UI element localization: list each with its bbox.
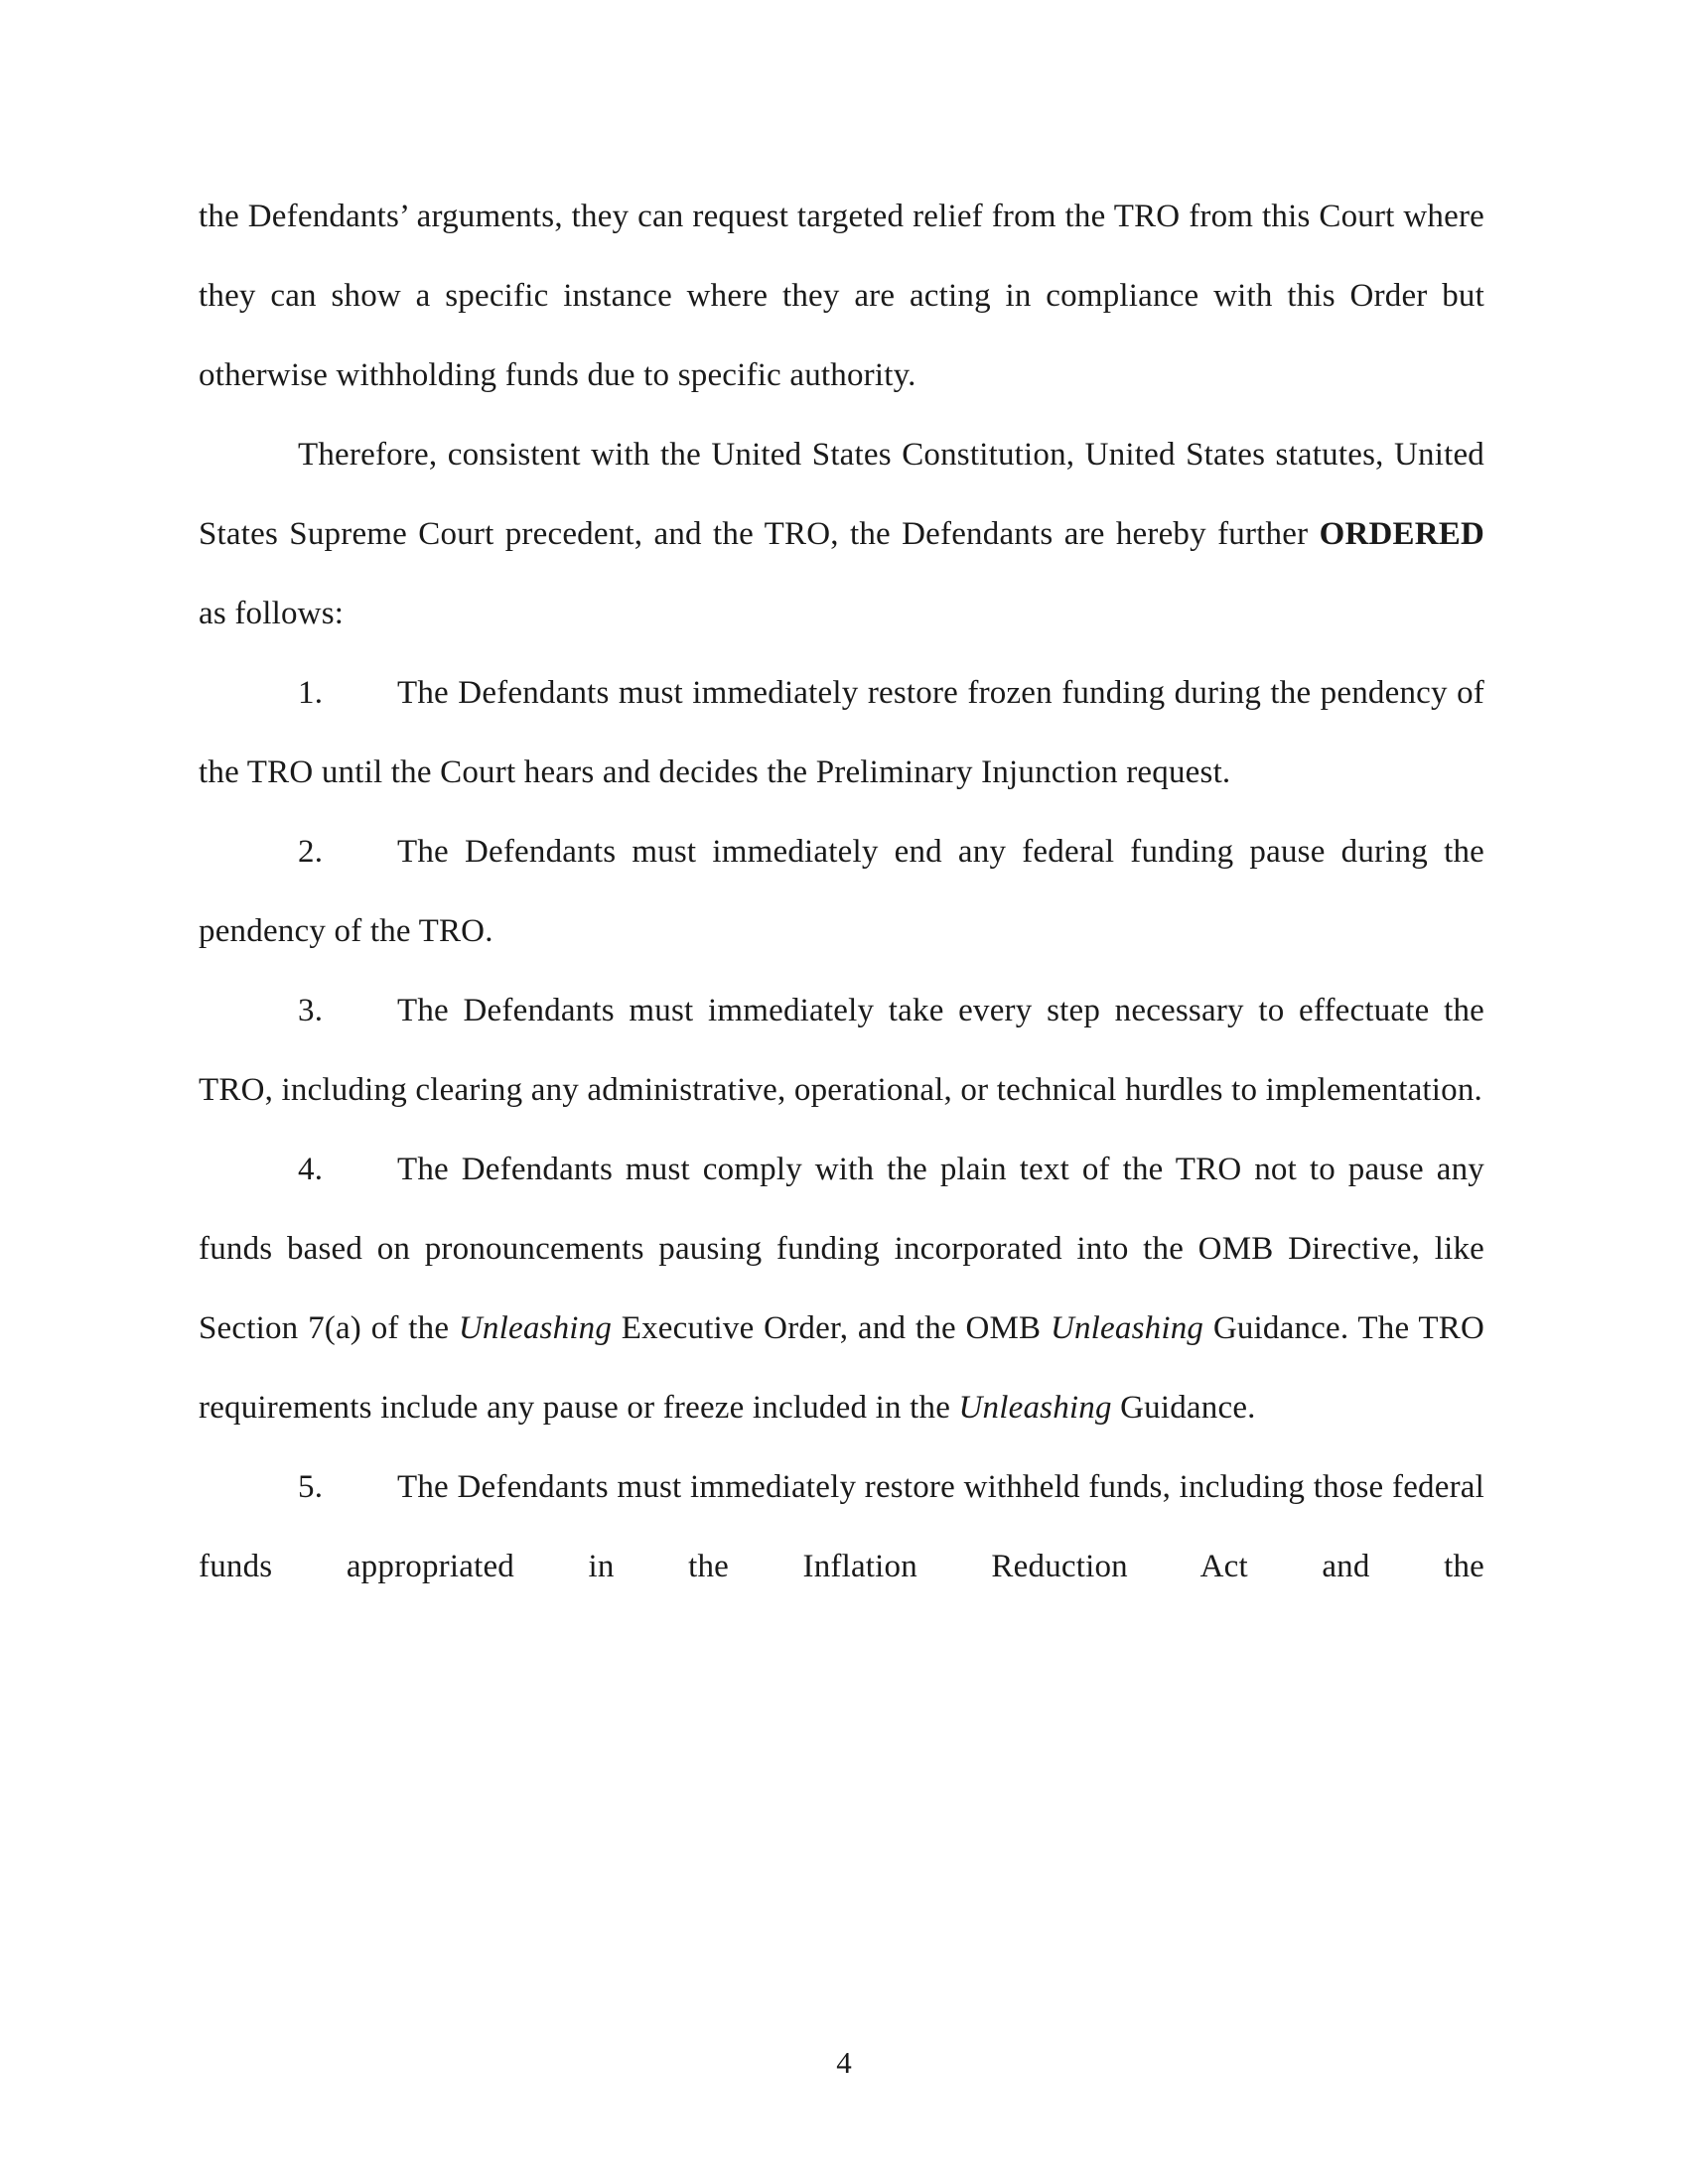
item-number: 2. xyxy=(298,834,324,870)
page-number: 4 xyxy=(836,2045,852,2080)
italic-term: Unleashing xyxy=(458,1310,613,1346)
order-item-3 xyxy=(199,971,1484,1130)
item-text: The Defendants must comply with the plain text of the TRO not to pause any funds based on pronouncements pausing funding incorporated into the OMB Directive, like Section 7(a) of the xyxy=(199,1152,1484,1346)
item-text: The Defendants must immediately restore withheld funds, including those federal funds appropriated in the Inflation Reduction Act and the xyxy=(199,1469,1484,1584)
item-number: 1. xyxy=(298,675,324,711)
paragraph-text: as follows: xyxy=(199,596,345,631)
paragraph-continuation xyxy=(199,177,1484,415)
order-item-4 xyxy=(199,1130,1484,1447)
order-item-5 xyxy=(199,1447,1484,1606)
paragraph-text: the Defendants’ arguments, they can request targeted relief from the TRO from this Court where they can show a specific instance where they are acting in compliance with this Order but otherwise withholding funds due to specific authority. xyxy=(199,199,1484,393)
paragraph-ordered-intro xyxy=(199,415,1484,653)
item-text: The Defendants must immediately take every step necessary to effectuate the TRO, including clearing any administrative, operational, or technical hurdles to implementation. xyxy=(199,993,1484,1108)
item-text: Guidance. xyxy=(1111,1390,1256,1426)
item-text: The Defendants must immediately end any federal funding pause during the pendency of the TRO. xyxy=(199,834,1484,949)
item-text: Guidance. The TRO requirements include any pause or freeze included in the xyxy=(199,1310,1484,1426)
body-text xyxy=(199,177,1484,1606)
item-number: 3. xyxy=(298,993,324,1028)
item-number: 5. xyxy=(298,1469,324,1505)
item-text: Executive Order, and the OMB xyxy=(612,1310,1051,1346)
italic-term: Unleashing xyxy=(958,1390,1112,1426)
italic-term: Unleashing xyxy=(1050,1310,1204,1346)
ordered-emphasis: ORDERED xyxy=(1319,516,1484,552)
paragraph-text: Therefore, consistent with the United States Constitution, United States statutes, United States Supreme Court precedent, and the TRO, the Defendants are hereby further xyxy=(199,437,1484,552)
item-text: The Defendants must immediately restore frozen funding during the pendency of the TRO until the Court hears and decides the Preliminary Injunction request. xyxy=(199,675,1484,790)
item-number: 4. xyxy=(298,1152,324,1187)
order-item-2 xyxy=(199,812,1484,971)
order-item-1 xyxy=(199,653,1484,812)
